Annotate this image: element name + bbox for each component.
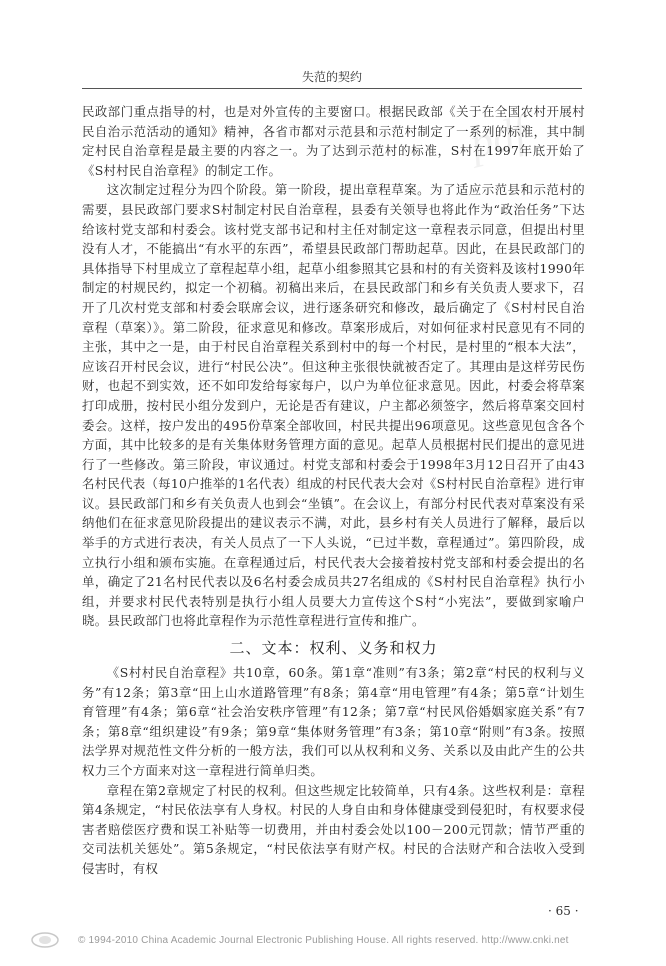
paragraph: 《S村村民自治章程》共10章，60条。第1章“准则”有3条；第2章“村民的权利与义务”有12条；第3章“田上山水道路管理”有8条；第4章“用电管理”有4条；第5章“计划生育管理”有4条；第6章“社会治安秩序管理”有12条；第7章“村民风俗婚姻家庭关系”有7条；第8章“组织建设”有9条；第9章“集体财务管理”有3条；第10章“附则”有3条。按照法学界对规范性文件分析的一般方法，我们可以从权利和义务、关系以及由此产生的公共权力三个方面来对这一章程进行简单归类。 bbox=[82, 665, 585, 778]
watermark: pdf bbox=[464, 106, 532, 169]
copyright-text: © 1994-2010 China Academic Journal Electronic Publishing House. All rights reserved. http://www.cnki.net bbox=[78, 934, 569, 946]
header-rule bbox=[82, 88, 582, 89]
article-body bbox=[82, 102, 585, 879]
paragraph: 民政部门重点指导的村，也是对外宣传的主要窗口。根据民政部《关于在全国农村开展村民自治示范活动的通知》精神，各省市都对示范县和示范村制定了一系列的标准，其中制定村民自治章程是最主要的内容之一。为了达到示范村的标准，S村在1997年底开始了《S村村民自治章程》的制定工作。 bbox=[82, 104, 585, 178]
footer bbox=[30, 928, 660, 952]
paragraph: 章程在第2章规定了村民的权利。但这些规定比较简单，只有4条。这些权利是：章程第4条规定，“村民依法享有人身权。村民的人身自由和身体健康受到侵犯时，有权要求侵害者赔偿医疗费和误工补贴等一切费用，并由村委会处以100－200元罚款；情节严重的交司法机关惩处”。第5条规定，“村民依法享有财产权。村民的合法财产和合法收入受到侵害时，有权 bbox=[82, 782, 585, 876]
cnki-logo-icon bbox=[30, 931, 60, 949]
paragraph: 这次制定过程分为四个阶段。第一阶段，提出章程草案。为了适应示范县和示范村的需要，县民政部门要求S村制定村民自治章程，县委有关领导也将此作为“政治任务”下达给该村党支部和村委会。该村党支部书记和村主任对制定这一章程表示同意，但提出村里没有人才，不能搞出“有水平的东西”，希望县民政部门帮助起草。因此，在县民政部门的具体指导下村里成立了章程起草小组，起草小组参照其它县和村的有关资料及该村1990年制定的村规民约，拟定一个初稿。初稿出来后，在县民政部门和乡有关负责人要求下，召开了几次村党支部和村委会联席会议，进行逐条研究和修改，最后确定了《S村村民自治章程（草案）》。第二阶段，征求意见和修改。草案形成后，对如何征求村民意见有不同的主张，其中之一是，由于村民自治章程关系到村中的每一个村民，是村里的“根本大法”，应该召开村民会议，进行“村民公决”。但这种主张很快就被否定了。其理由是这样劳民伤财，也起不到实效，还不如印发给每家每户，以户为单位征求意见。因此，村委会将草案打印成册，按村民小组分发到户，无论是否有建议，户主都必须签字，然后将草案交回村委会。这样，按户发出的495份草案全部收回，村民共提出96项意见。这些意见包含各个方面，其中比较多的是有关集体财务管理方面的意见。起草人员根据村民们提出的意见进行了一些修改。第三阶段，审议通过。村党支部和村委会于1998年3月12日召开了由43名村民代表（每10户推举的1名代表）组成的村民代表大会对《S村村民自治章程》进行审议。县民政部门和乡有关负责人也到会“坐镇”。在会议上，有部分村民代表对草案没有采纳他们在征求意见阶段提出的建议表示不满，对此，县乡村有关人员进行了解释，最后以举手的方式进行表决，有关人员点了一下人头说，“已过半数，章程通过”。第四阶段，成立执行小组和颁布实施。在章程通过后，村民代表大会接着按村党支部和村委会提出的名单，确定了21名村民代表以及6名村委会成员共27名组成的《S村村民自治章程》执行小组，并要求村民代表特别是执行小组人员要大力宣传这个S村“小宪法”，要做到家喻户晓。县民政部门也将此章程作为示范性章程进行宣传和推广。 bbox=[82, 182, 585, 629]
page-number: · 65 · bbox=[548, 904, 579, 918]
running-header: 失范的契约 bbox=[301, 70, 362, 84]
section-heading: 二、文本：权利、义务和权力 bbox=[229, 639, 438, 658]
